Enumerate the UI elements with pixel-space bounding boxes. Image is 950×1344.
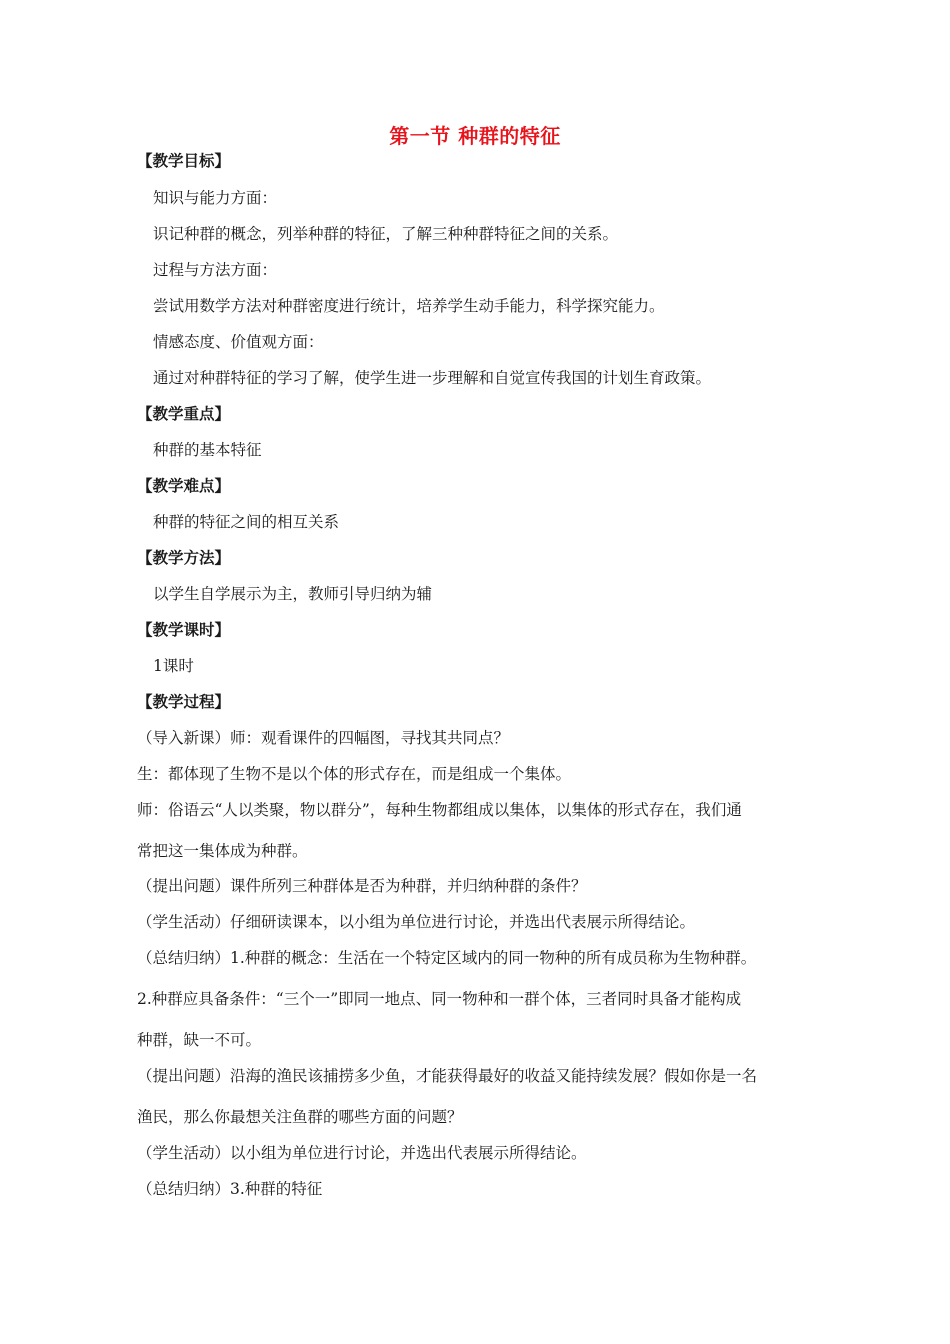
emotion-text: 通过对种群特征的学习了解，使学生进一步理解和自觉宣传我国的计划生育政策。 xyxy=(153,369,712,387)
body-line: 生：都体现了生物不是以个体的形式存在，而是组成一个集体。 xyxy=(137,765,572,783)
body-line: （总结归纳）1.种群的概念：生活在一个特定区域内的同一物种的所有成员称为生物种群。 xyxy=(137,949,757,967)
key-heading: 【教学重点】 xyxy=(137,405,231,423)
difficulty-text: 种群的特征之间的相互关系 xyxy=(153,513,340,531)
body-line: 师：俗语云“人以类聚，物以群分”，每种生物都组成以集体，以集体的形式存在，我们通 xyxy=(137,801,742,819)
body-line: 种群，缺一不可。 xyxy=(137,1031,262,1049)
process-text: 尝试用数学方法对种群密度进行统计，培养学生动手能力，科学探究能力。 xyxy=(153,297,665,315)
hours-heading: 【教学课时】 xyxy=(137,621,231,639)
emotion-label: 情感态度、价值观方面： xyxy=(153,333,324,351)
hours-text: 1课时 xyxy=(153,657,194,675)
knowledge-label: 知识与能力方面： xyxy=(153,189,278,207)
method-text: 以学生自学展示为主，教师引导归纳为辅 xyxy=(153,585,433,603)
process-heading: 【教学过程】 xyxy=(137,693,231,711)
body-line: （导入新课）师：观看课件的四幅图，寻找其共同点？ xyxy=(137,729,510,747)
method-heading: 【教学方法】 xyxy=(137,549,231,567)
objectives-heading: 【教学目标】 xyxy=(137,152,231,170)
key-text: 种群的基本特征 xyxy=(153,441,262,459)
body-line: （学生活动）以小组为单位进行讨论，并选出代表展示所得结论。 xyxy=(137,1144,587,1162)
body-line: 2.种群应具备条件：“三个一”即同一地点、同一物种和一群个体，三者同时具备才能构成 xyxy=(137,990,742,1008)
knowledge-text: 识记种群的概念，列举种群的特征，了解三种种群特征之间的关系。 xyxy=(153,225,619,243)
body-line: （总结归纳）3.种群的特征 xyxy=(137,1180,323,1198)
difficulty-heading: 【教学难点】 xyxy=(137,477,231,495)
body-line: （提出问题）沿海的渔民该捕捞多少鱼，才能获得最好的收益又能持续发展？假如你是一名 xyxy=(137,1067,758,1085)
body-line: （学生活动）仔细研读课本，以小组为单位进行讨论，并选出代表展示所得结论。 xyxy=(137,913,696,931)
process-label: 过程与方法方面： xyxy=(153,261,278,279)
body-line: （提出问题）课件所列三种群体是否为种群，并归纳种群的条件？ xyxy=(137,877,587,895)
body-line: 渔民，那么你最想关注鱼群的哪些方面的问题？ xyxy=(137,1108,463,1126)
body-line: 常把这一集体成为种群。 xyxy=(137,842,308,860)
page-title: 第一节 种群的特征 xyxy=(389,124,561,148)
